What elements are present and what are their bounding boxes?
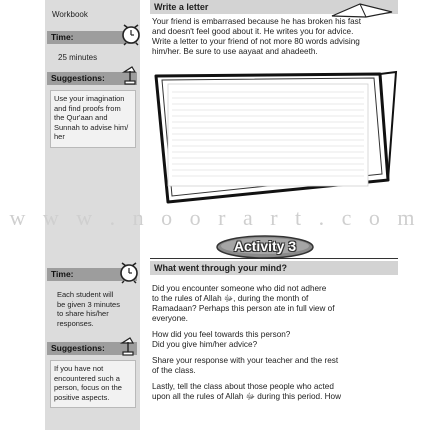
time-heading-1: Time:	[47, 31, 137, 44]
suggestion-line: If you have not	[54, 364, 104, 373]
suggestion-line: encountered such a	[54, 373, 120, 383]
suggestions-box-1	[50, 90, 136, 148]
write-letter-instructions: Your friend is embarrased because he has broken his fast and doesn't feel good about it. He writes you for advice. Write a letter to your friend of not more 80 words advising him/her. Be sure to use aayaat and ahadeeth.	[152, 17, 362, 56]
clock-icon	[120, 20, 142, 46]
clock-icon	[118, 258, 140, 284]
reflection-heading: What went through your mind?	[150, 261, 398, 275]
lamp-icon	[118, 335, 138, 357]
activity-label: Activity 3	[233, 238, 297, 254]
suggestions-heading-1: Suggestions:	[47, 72, 137, 85]
suggestion-line: Sunnah to advise him/	[54, 122, 129, 132]
suggestions-heading-2: Suggestions:	[47, 342, 137, 355]
suggestion-line: the Qur'aan and	[54, 113, 108, 122]
lamp-icon	[120, 64, 140, 86]
suggestion-line: Use your imagination	[54, 94, 125, 103]
suggestion-line: person, focus on the	[54, 383, 122, 392]
write-letter-heading: Write a letter	[150, 0, 398, 14]
suggestion-line: her	[54, 132, 65, 141]
time-description-2: Each student will be given 3 minutes to share his/her responses.	[57, 290, 120, 328]
suggestion-line: and find proofs from	[54, 103, 121, 113]
sidebar-top-label: Workbook	[52, 10, 88, 19]
suggestions-box-2	[50, 360, 136, 408]
divider	[150, 258, 398, 259]
suggestion-line: positive aspects.	[54, 392, 110, 402]
time-heading-2: Time:	[47, 268, 137, 281]
time-value-1: 25 minutes	[58, 53, 98, 62]
letter-writing-area[interactable]	[148, 70, 398, 210]
watermark: w w w . n o o r a r t . c o m	[9, 205, 421, 230]
reflection-text: Did you encounter someone who did not adhere to the rules of Allah ﷻ, during the month of Ramadaan? Perhaps this person ate in full view of everyone. How did you feel towards this person? Did you give him/her advice? Share your response with your teacher and the rest of the class. Lastly, tell the class about those people who acted upon all the rules of Allah ﷻ during this period. How	[152, 284, 342, 401]
book-icon	[330, 0, 400, 18]
